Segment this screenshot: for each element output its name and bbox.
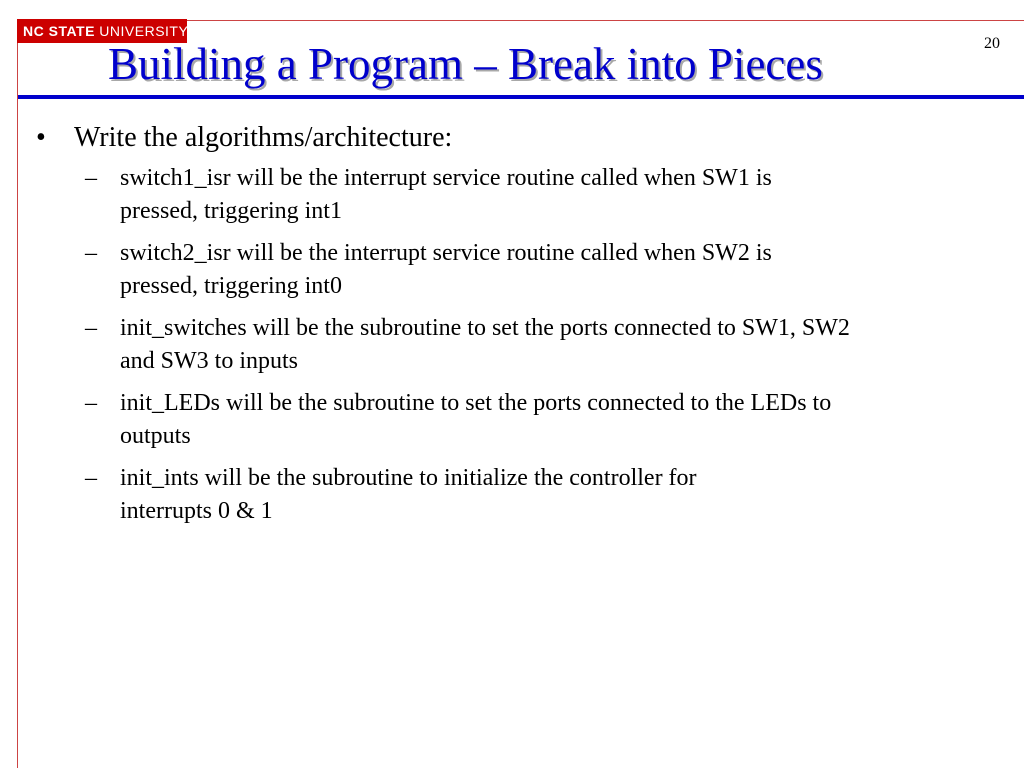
sub-bullet-line: pressed, triggering int0 [120,273,342,299]
sub-bullet-text [120,462,990,528]
logo-strong-text: NC STATE [23,23,95,39]
dash-mark: – [85,390,97,416]
sub-bullet-line: init_ints will be the subroutine to initialize the controller for [120,465,697,491]
dash-mark: – [85,165,97,191]
sub-bullet-line: pressed, triggering int1 [120,198,342,224]
frame-left-border [17,43,18,768]
frame-top-border [187,20,1024,21]
slide-number: 20 [984,35,1000,52]
sub-bullet-text [120,312,990,378]
sub-bullet-item [85,162,990,228]
bullet-mark: • [36,122,46,153]
sub-bullet-item [85,462,990,528]
slide-body [30,120,990,537]
sub-bullet-line: and SW3 to inputs [120,348,298,374]
dash-mark: – [85,240,97,266]
bullet-text: Write the algorithms/architecture: [74,122,453,153]
sub-bullet-line: switch1_isr will be the interrupt service routine called when SW1 is [120,165,772,191]
sub-bullet-line: switch2_isr will be the interrupt service routine called when SW2 is [120,240,772,266]
slide-title: Building a Program – Break into Pieces [108,39,823,89]
sub-bullet-item [85,312,990,378]
dash-mark: – [85,315,97,341]
sub-bullet-item [85,387,990,453]
dash-mark: – [85,465,97,491]
sub-bullet-line: interrupts 0 & 1 [120,498,273,524]
logo-light-text: UNIVERSITY [94,23,189,39]
sub-bullet-item [85,237,990,303]
sub-bullet-line: init_LEDs will be the subroutine to set the ports connected to the LEDs to [120,390,832,416]
bullet-item [30,120,990,156]
sub-bullet-text [120,162,990,228]
title-underline-rule [18,95,1024,99]
sub-bullet-text [120,237,990,303]
sub-bullet-list [30,162,990,528]
sub-bullet-text [120,387,990,453]
sub-bullet-line: init_switches will be the subroutine to set the ports connected to SW1, SW2 [120,315,850,341]
sub-bullet-line: outputs [120,423,191,449]
